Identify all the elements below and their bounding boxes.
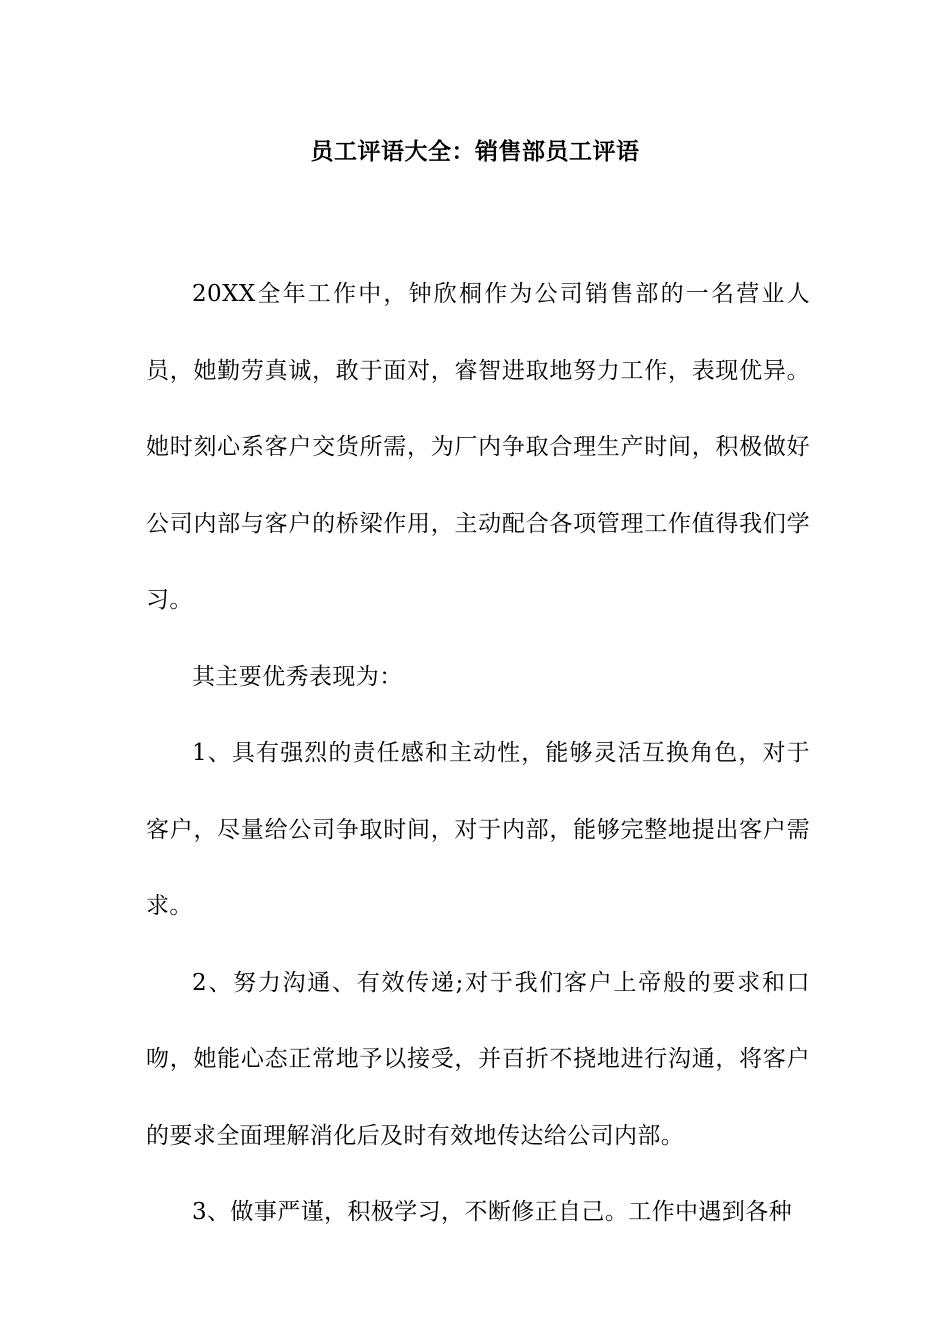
paragraph-point-1: 1、具有强烈的责任感和主动性，能够灵活互换角色，对于客户，尽量给公司争取时间，对于内部，能够完整地提出客户需求。 — [146, 740, 810, 919]
document-title: 员工评语大全：销售部员工评语 — [310, 139, 640, 165]
paragraph-intro: 20XX全年工作中，钟欣桐作为公司销售部的一名营业人员，她勤劳真诚，敢于面对，睿智进取地努力工作，表现优异。她时刻心系客户交货所需，为厂内争取合理生产时间，积极做好公司内部与客户的桥梁作用，主动配合各项管理工作值得我们学习。 — [146, 281, 810, 613]
paragraph-summary-heading: 其主要优秀表现为： — [192, 663, 403, 690]
paragraph-point-3: 3、做事严谨，积极学习，不断修正自己。工作中遇到各种 — [192, 1199, 793, 1225]
paragraph-point-2: 2、努力沟通、有效传递;对于我们客户上帝般的要求和口吻，她能心态正常地予以接受，并百折不挠地进行沟通，将客户的要求全面理解消化后及时有效地传达给公司内部。 — [146, 969, 810, 1149]
document-body — [146, 256, 810, 1251]
